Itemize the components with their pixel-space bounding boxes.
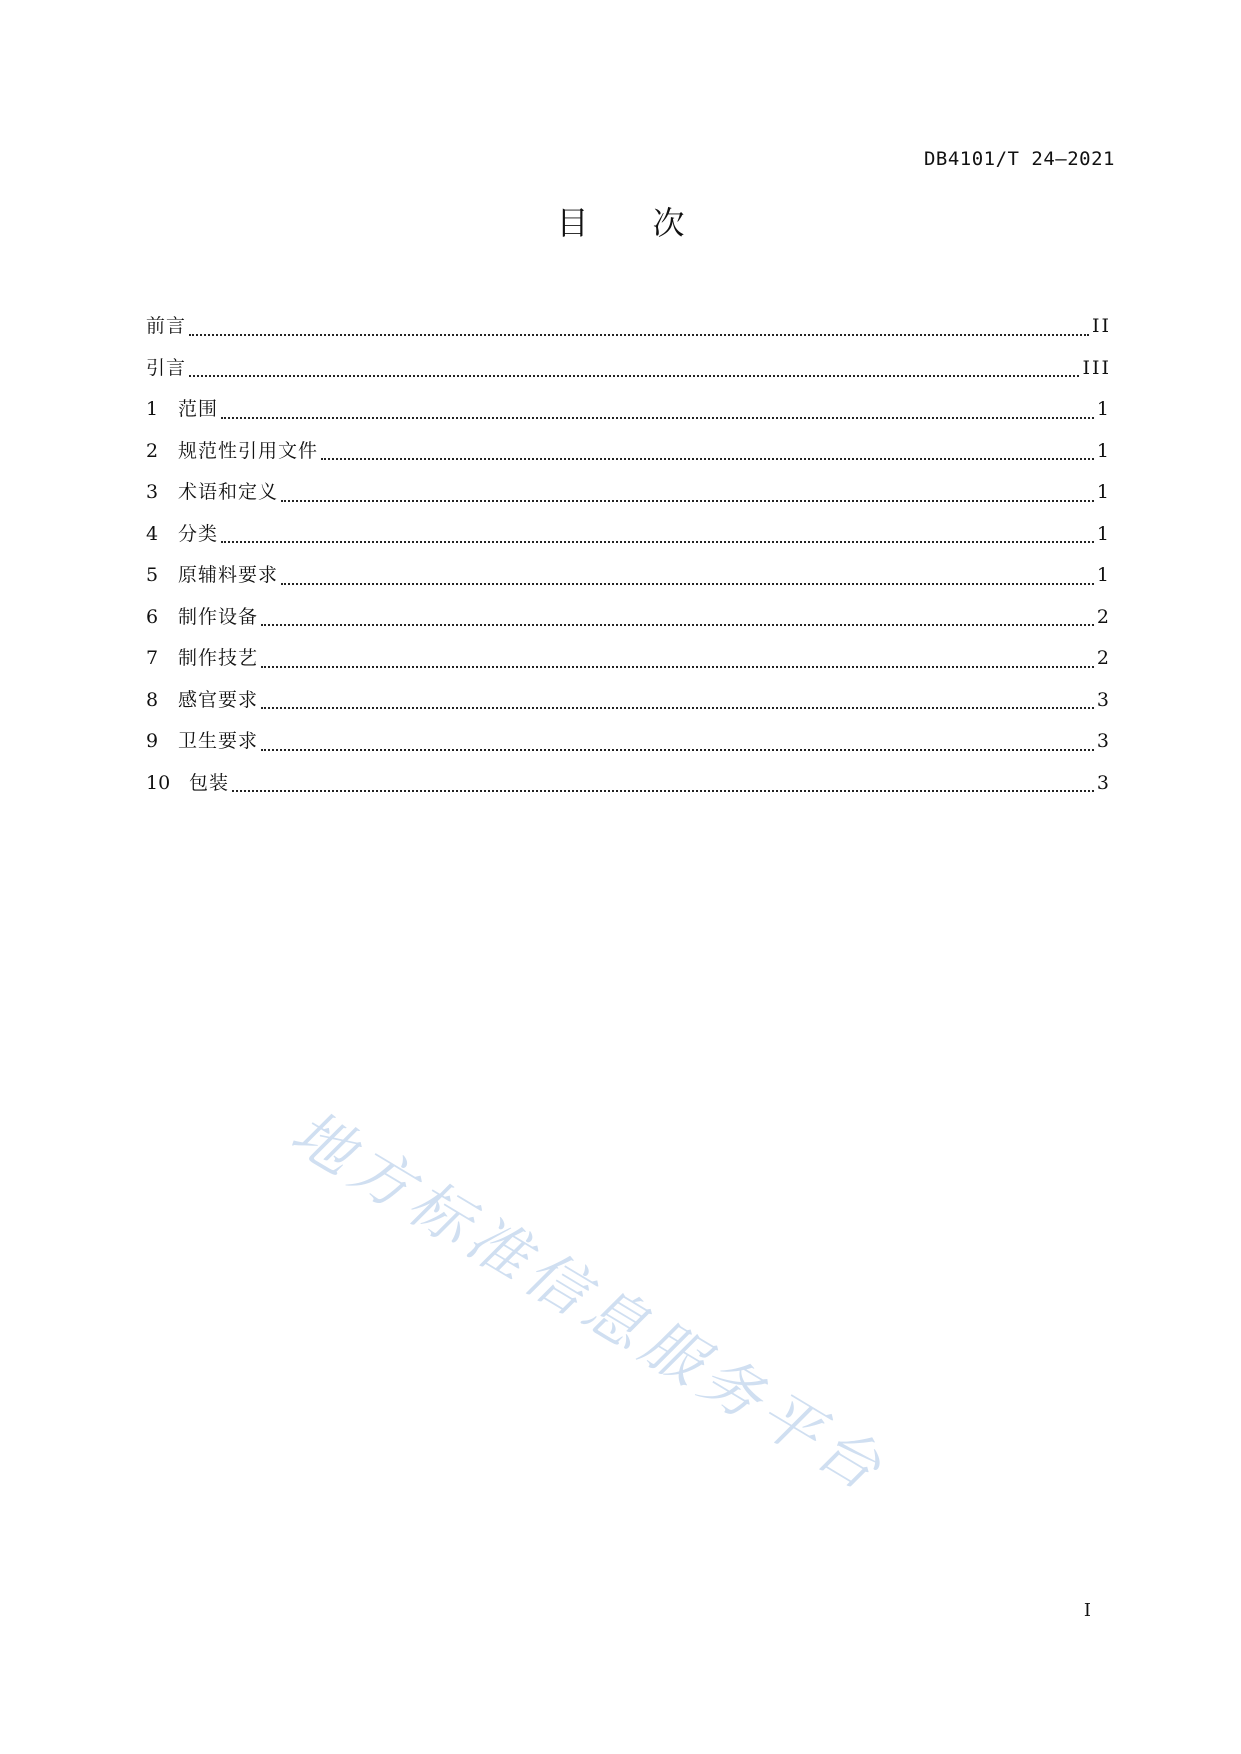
table-of-contents [146, 306, 1111, 804]
toc-entry-page: 1 [1096, 522, 1111, 545]
toc-entry-page: 3 [1096, 730, 1111, 752]
toc-entry-title: 原辅料要求 [178, 564, 279, 586]
toc-entry-title: 分类 [178, 522, 219, 545]
toc-entry-title: 包装 [189, 771, 230, 794]
toc-entry-title: 卫生要求 [178, 730, 259, 752]
toc-entry-title: 范围 [178, 398, 219, 420]
toc-entry-title: 制作技艺 [178, 647, 259, 669]
toc-entry-number: 7 [146, 647, 159, 669]
page-number: I [1083, 1600, 1091, 1621]
toc-entry-title: 引言 [146, 356, 187, 379]
toc-entry-page: 3 [1096, 688, 1111, 711]
toc-entry-page: 1 [1096, 398, 1111, 420]
toc-entry[interactable] [146, 472, 1111, 514]
toc-entry-page: III [1082, 356, 1111, 379]
toc-entry-number: 3 [146, 481, 159, 503]
toc-leader-dots [261, 707, 1094, 709]
toc-leader-dots [189, 334, 1089, 336]
toc-entry[interactable] [146, 763, 1111, 805]
toc-entry-page: 2 [1096, 605, 1111, 628]
toc-leader-dots [261, 624, 1094, 626]
toc-entry-title: 制作设备 [178, 605, 259, 628]
watermark: 地方标准信息服务平台 [279, 1097, 899, 1508]
toc-entry-number: 6 [146, 605, 159, 628]
toc-entry-page: 1 [1096, 481, 1111, 503]
toc-entry-title: 规范性引用文件 [178, 439, 319, 462]
toc-entry-title: 术语和定义 [178, 481, 279, 503]
toc-entry-number: 8 [146, 688, 159, 711]
toc-entry[interactable] [146, 431, 1111, 473]
toc-entry-number: 1 [146, 398, 159, 420]
toc-leader-dots [281, 500, 1094, 502]
toc-leader-dots [321, 458, 1094, 460]
toc-entry-page: 1 [1096, 439, 1111, 462]
toc-entry[interactable] [146, 348, 1111, 390]
toc-entry-page: 3 [1096, 771, 1111, 794]
toc-leader-dots [221, 417, 1094, 419]
toc-leader-dots [232, 790, 1094, 792]
toc-entry-page: 1 [1096, 564, 1111, 586]
standard-code: DB4101/T 24—2021 [923, 148, 1115, 170]
toc-entry[interactable] [146, 514, 1111, 556]
toc-leader-dots [281, 583, 1094, 585]
toc-entry-page: II [1091, 315, 1111, 337]
toc-entry-title: 感官要求 [178, 688, 259, 711]
toc-entry-page: 2 [1096, 647, 1111, 669]
page-title: 目次 [556, 204, 749, 242]
toc-entry-number: 4 [146, 522, 159, 545]
toc-leader-dots [261, 749, 1094, 751]
toc-entry-title: 前言 [146, 315, 187, 337]
toc-leader-dots [189, 375, 1079, 377]
toc-entry[interactable] [146, 680, 1111, 722]
toc-entry-number: 9 [146, 730, 159, 752]
toc-entry[interactable] [146, 597, 1111, 639]
toc-entry[interactable] [146, 721, 1111, 763]
toc-entry[interactable] [146, 389, 1111, 431]
toc-entry-number: 2 [146, 439, 159, 462]
toc-entry-number: 5 [146, 564, 159, 586]
toc-entry-number: 10 [146, 771, 171, 794]
toc-entry[interactable] [146, 638, 1111, 680]
toc-leader-dots [221, 541, 1094, 543]
toc-leader-dots [261, 666, 1094, 668]
toc-entry[interactable] [146, 306, 1111, 348]
toc-entry[interactable] [146, 555, 1111, 597]
